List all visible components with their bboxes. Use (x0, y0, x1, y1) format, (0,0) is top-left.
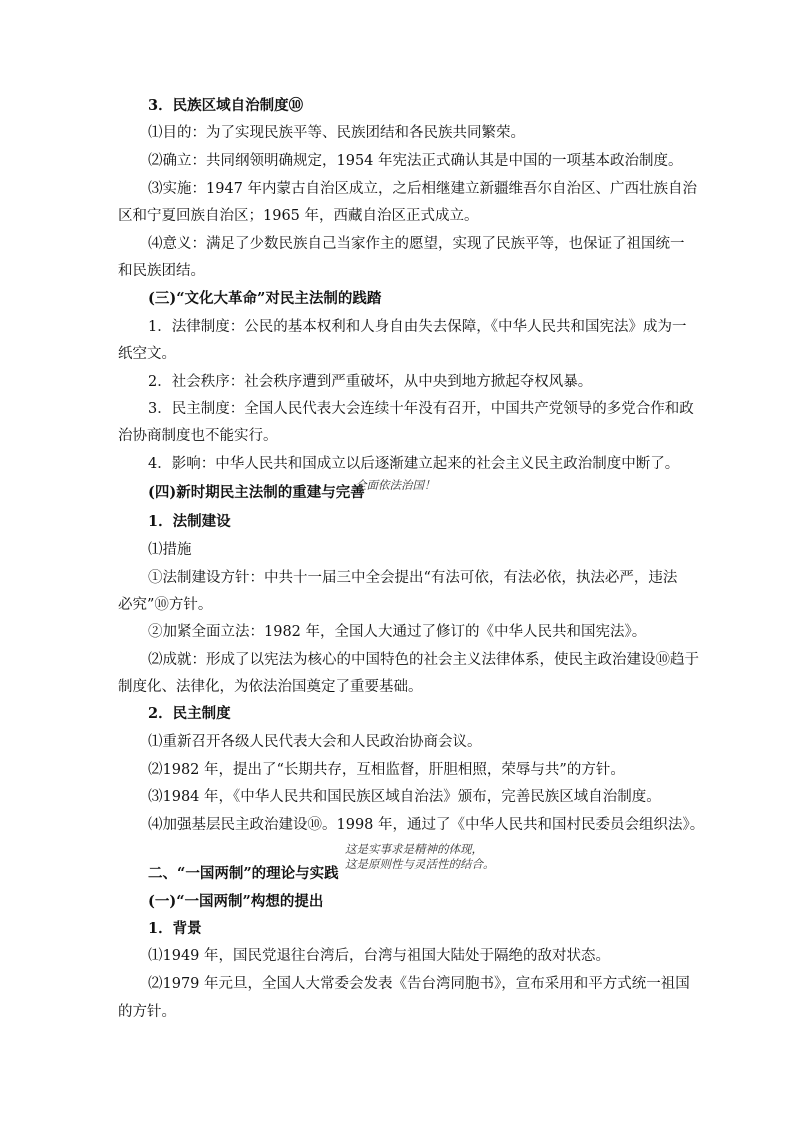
paragraph: ⑴重新召开各级人民代表大会和人民政治协商会议。 (148, 734, 482, 750)
paragraph: ①法制建设方针：中共十一届三中全会提出“有法可依，有法必依，执法必严，违法 (148, 570, 678, 586)
paragraph: 3．民主制度：全国人民代表大会连续十年没有召开，中国共产党领导的多党合作和政 (148, 401, 694, 417)
paragraph: ⑴措施 (148, 542, 192, 558)
section-heading: (三)“文化大革命”对民主法制的践踏 (148, 290, 382, 307)
paragraph: ⑷加强基层民主政治建设⑩。1998 年，通过了《中华人民共和国村民委员会组织法》。 (148, 817, 705, 833)
subsection-heading: 1．背景 (148, 920, 202, 937)
paragraph: ⑴目的：为了实现民族平等、民族团结和各民族共同繁荣。 (148, 125, 525, 141)
subsection-heading: (一)“一国两制”构想的提出 (148, 893, 324, 910)
paragraph-continuation: 的方针。 (118, 1004, 176, 1020)
paragraph: 1．法律制度：公民的基本权利和人身自由失去保障，《中华人民共和国宪法》成为一 (148, 319, 687, 335)
paragraph: ⑶1984 年，《中华人民共和国民族区域自治法》颁布，完善民族区域自治制度。 (148, 789, 661, 805)
paragraph: 2．社会秩序：社会秩序遭到严重破坏，从中央到地方掀起夺权风暴。 (148, 374, 593, 390)
subsection-heading: 1．法制建设 (148, 513, 231, 530)
subsection-heading: 2．民主制度 (148, 705, 231, 722)
paragraph: ⑵1979 年元旦，全国人大常委会发表《告台湾同胞书》，宣布采用和平方式统一祖国 (148, 976, 690, 992)
section-heading: (四)新时期民主法制的重建与完善 (148, 484, 365, 501)
paragraph-continuation: 治协商制度也不能实行。 (118, 428, 278, 444)
handwritten-note: 全面依法治国！ (355, 478, 436, 492)
paragraph: ⑵1982 年，提出了“长期共存，互相监督，肝胆相照，荣辱与共”的方针。 (148, 762, 625, 778)
paragraph: ⑶实施：1947 年内蒙古自治区成立，之后相继建立新疆维吾尔自治区、广西壮族自治 (148, 181, 698, 197)
paragraph: ⑵确立：共同纲领明确规定，1954 年宪法正式确认其是中国的一项基本政治制度。 (148, 153, 683, 169)
paragraph: 4．影响：中华人民共和国成立以后逐渐建立起来的社会主义民主政治制度中断了。 (148, 456, 680, 472)
handwritten-note: 这是实事求是精神的体现， (345, 842, 483, 856)
handwritten-note: 这是原则性与灵活性的结合。 (345, 857, 495, 871)
paragraph: ②加紧全面立法：1982 年，全国人大通过了修订的《中华人民共和国宪法》。 (148, 624, 647, 640)
paragraph-continuation: 纸空文。 (118, 346, 176, 362)
paragraph-continuation: 制度化、法律化，为依法治国奠定了重要基础。 (118, 679, 423, 695)
section-heading: 二、“一国两制”的理论与实践 (148, 865, 339, 882)
paragraph: ⑵成就：形成了以宪法为核心的中国特色的社会主义法律体系，使民主政治建设⑩趋于 (148, 652, 699, 668)
paragraph-continuation: 必究”⑩方针。 (118, 597, 213, 613)
paragraph-continuation: 区和宁夏回族自治区；1965 年，西藏自治区正式成立。 (118, 208, 479, 224)
paragraph: ⑴1949 年，国民党退往台湾后，台湾与祖国大陆处于隔绝的敌对状态。 (148, 948, 611, 964)
section-heading: 3．民族区域自治制度⑩ (148, 97, 304, 114)
paragraph-continuation: 和民族团结。 (118, 263, 205, 279)
paragraph: ⑷意义：满足了少数民族自己当家作主的愿望，实现了民族平等，也保证了祖国统一 (148, 236, 685, 252)
